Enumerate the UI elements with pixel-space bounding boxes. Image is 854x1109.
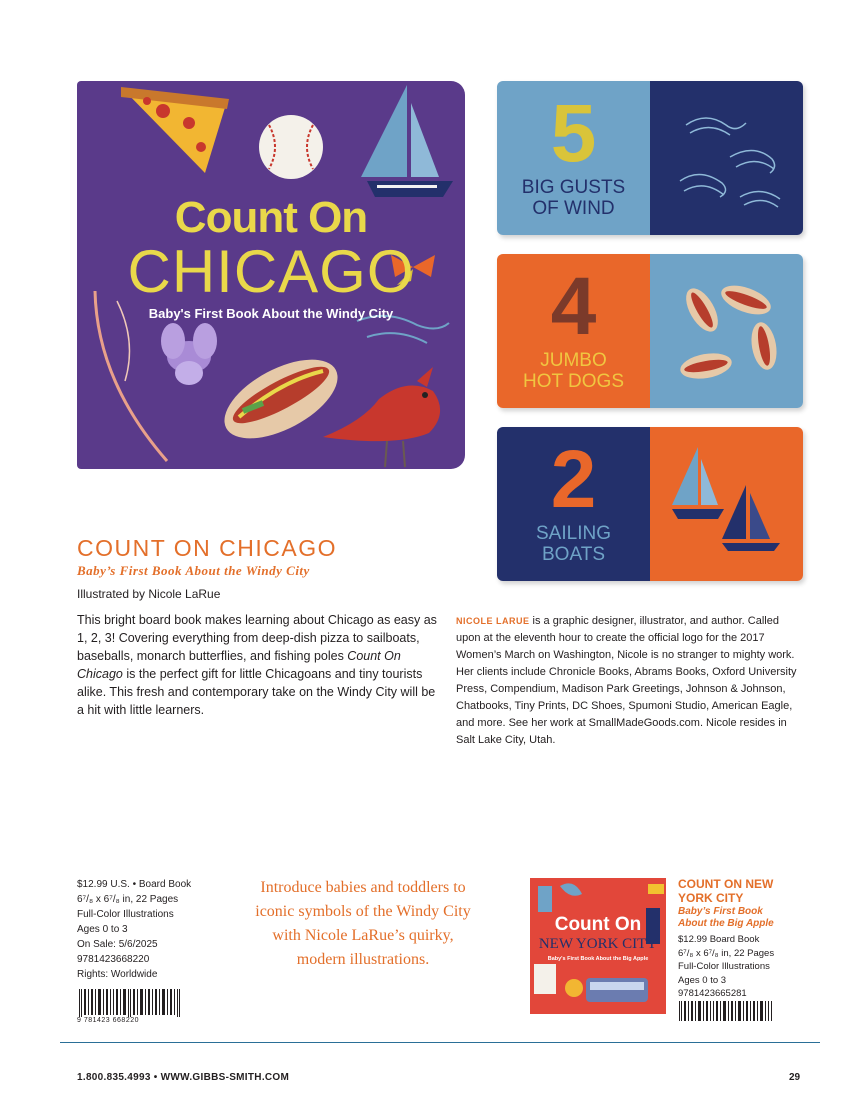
baseball-icon [259,115,323,179]
spread-caption-line1: JUMBO [540,350,607,371]
spread-wind-left [497,81,650,235]
spread-sailing-boats [497,427,803,581]
barcode-number: 9 781423 668220 [77,1017,139,1024]
cover-title-line2: CHICAGO [127,238,415,305]
book-specs [77,877,191,982]
related-cover-title-line2: NEW YORK CITY [538,936,658,952]
spread-hot-dogs-right [650,254,803,408]
spec-on-sale: On Sale: 5/6/2025 [77,939,158,950]
spread-caption-line1: SAILING [536,523,611,544]
hot-dog-icon [212,343,350,454]
book-title: COUNT ON CHICAGO [77,535,337,561]
book-cover-image [77,81,465,469]
book-description [77,611,437,719]
cover-title-line1: Count On [174,193,368,242]
spread-caption [497,177,650,219]
spread-number: 2 [550,434,597,525]
spread-wind [497,81,803,235]
spread-caption [497,350,650,392]
spec-illustrations: Full-Color Illustrations [77,909,174,920]
related-price-format: $12.99 Board Book [678,934,760,945]
spread-caption-line2: HOT DOGS [523,371,624,392]
spread-caption [497,523,650,565]
spread-wind-right [650,81,803,235]
promo-blurb: Introduce babies and toddlers to iconic symbols of the Windy City with Nicole LaRue’s quirky, modern illustrations. [255,879,471,968]
spread-hot-dogs-left [497,254,650,408]
related-book-title [678,877,773,905]
spec-rights: Rights: Worldwide [77,969,158,980]
spread-number: 4 [550,261,597,352]
description-part-2: is the perfect gift for little Chicagoans and tiny tourists alike. This fresh and contemporary take on the Windy City will be a hit with little learners. [77,667,436,717]
sailboats-icon [650,427,803,581]
related-barcode-icon [678,1001,774,1021]
spread-number: 5 [550,88,597,179]
spread-caption-line2: OF WIND [532,198,615,219]
related-illustrations: Full-Color Illustrations [678,961,770,972]
spread-caption-line1: BIG GUSTS [521,177,626,198]
description-part-1: This bright board book makes learning about Chicago as easy as 1, 2, 3! Covering everything from deep-dish pizza to sailboats, baseballs, monarch butterflies, and fishing poles [77,613,437,663]
barcode-icon [77,989,185,1017]
book-illustrator: Illustrated by Nicole LaRue [77,587,221,601]
related-title-line2: YORK CITY [678,891,744,905]
cardinal-icon [323,367,440,467]
book-subtitle: Baby’s First Book About the Windy City [77,563,310,578]
related-title-line1: COUNT ON NEW [678,877,774,891]
footer-divider [60,1042,820,1043]
author-bio-text: is a graphic designer, illustrator, and author. Called upon at the eleventh hour to create the official logo for the 2017 Women’s March on Washington, Nicole is no stranger to mighty work. Her clients include Chronicle Books, Abrams Books, Oxford University Press, Compendium, Madison Park Greetings, Johnson & Johnson, Chatbooks, Tiny Prints, DC Shoes, Spumoni Studio, American Eagle, and more. See her work at SmallMadeGoods.com. Nicole resides in Salt Lake City, Utah. [456,615,797,746]
related-cover-subtitle: Baby's First Book About the Big Apple [547,956,649,962]
related-book-cover [530,878,666,1014]
pizza-icon [121,87,229,173]
related-cover-title-line1: Count On [554,914,642,935]
author-bio [456,613,806,749]
author-name: NICOLE LARUE [456,616,530,626]
spread-boats-right [650,427,803,581]
spread-caption-line2: BOATS [542,544,605,565]
related-subtitle-line2: About the Big Apple [678,918,774,929]
related-subtitle-line1: Baby’s First Book [678,906,763,917]
spec-ages: Ages 0 to 3 [77,924,128,935]
related-book-subtitle [678,906,774,930]
spec-size: 6⁷/₈ x 6⁷/₈ in, 22 Pages [77,894,179,905]
related-isbn: 9781423665281 [678,988,747,999]
footer-contact: 1.800.835.4993 • WWW.GIBBS-SMITH.COM [77,1072,290,1083]
cover-subtitle: Baby's First Book About the Windy City [148,306,394,321]
sailboat-icon [361,85,453,197]
description-italic-title: Count On Chicago [77,649,401,681]
hot-dogs-icon [650,254,803,408]
violet-flower-icon [161,323,217,385]
related-ages: Ages 0 to 3 [678,974,727,986]
related-book-specs [678,933,774,1001]
page-number: 29 [789,1072,801,1083]
spread-hot-dogs [497,254,803,408]
spread-boats-left [497,427,650,581]
spec-isbn: 9781423668220 [77,954,150,965]
wind-gust-icon [650,81,803,235]
related-size: 6⁷/₈ x 6⁷/₈ in, 22 Pages [678,947,775,959]
spec-price-format: $12.99 U.S. • Board Book [77,879,192,890]
